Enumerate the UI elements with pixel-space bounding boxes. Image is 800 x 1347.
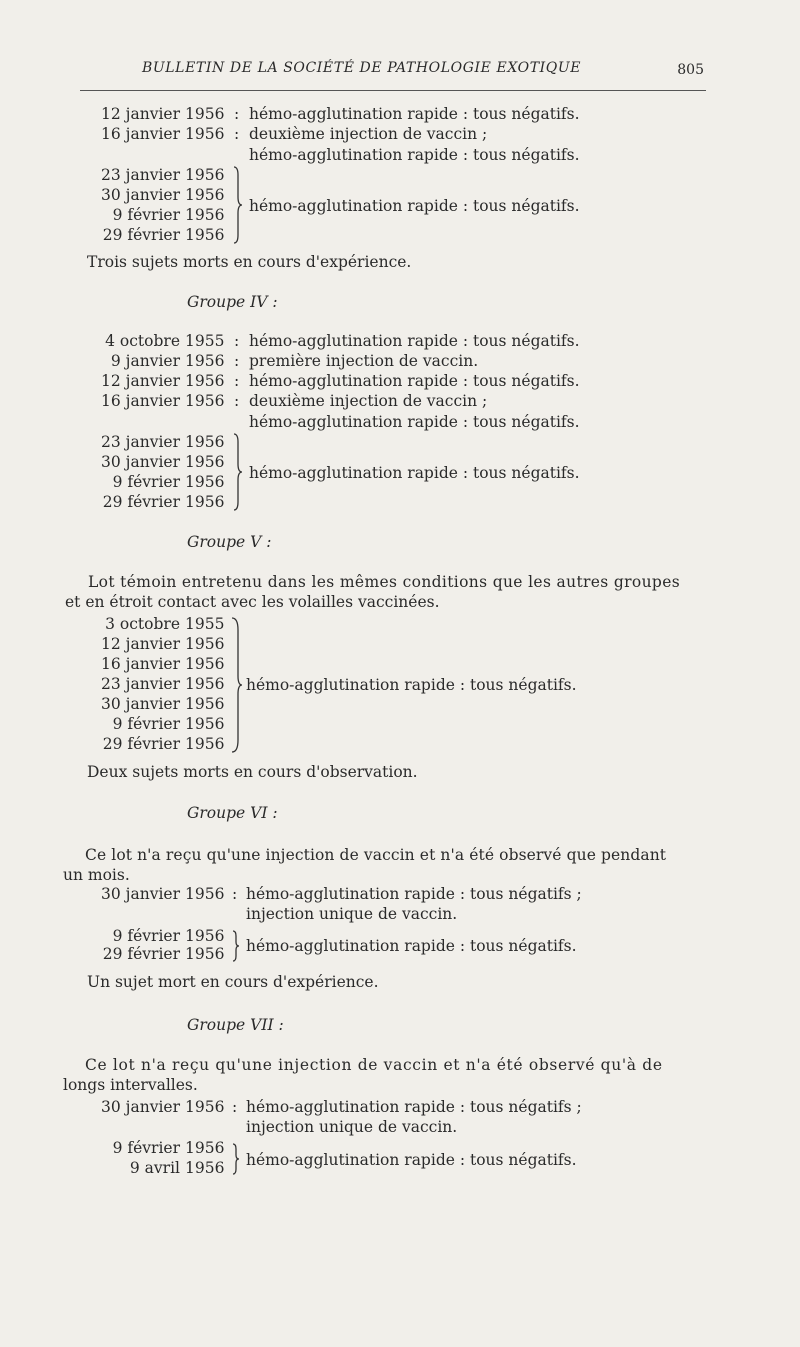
- journal-title: BULLETIN DE LA SOCIÉTÉ DE PATHOLOGIE EXOTIQUE: [142, 60, 582, 76]
- page: BULLETIN DE LA SOCIÉTÉ DE PATHOLOGIE EXOTIQUE 805 12 janvier 1956 : hémo-agglutination rapide : tous négatifs. 16 janvier 1956 : deuxième injection de vaccin ; hémo-agglutination rapide : tous négatifs. 23 janvier 1956 30 janvier 1956 9 février 1956 29 février 1956 hémo-agglutination rapide : tous négatifs. Trois sujets morts en cours d'expérience. Groupe IV : 4 octobre 1955 : hémo-agglutination rapide : tous négatifs. 9 janvier 1956 : première injection de vaccin. 12 janvier 1956 : hémo-agglutination rapide : tous négatifs. 16 janvier 1956 : deuxième injection de vaccin ; hémo-agglutination rapide : tous négatifs. 23 janvier 1956 30 janvier 1956 9 février 1956 29 février 1956 hémo-agglutination rapide : tous négatifs. Groupe V : Lot témoin entretenu dans les mêmes conditions que les autres groupes et en étroit contact avec les volailles vaccinées. 3 octobre 1955 12 janvier 1956 16 janvier 1956 23 janvier 1956 30 janvier 1956 9 février 1956 29 février 1956 hémo-agglutination rapide : tous négatifs. Deux sujets morts en cours d'observation. Groupe VI : Ce lot n'a reçu qu'une injection de vaccin et n'a été observé que pendant un mois. 30 janvier 1956 : hémo-agglutination rapide : tous négatifs ; injection unique de vaccin. 9 février 1956 29 février 1956 hémo-agglutination rapide : tous négatifs. Un sujet mort en cours d'expérience. Groupe VII : Ce lot n'a reçu qu'une injection de vaccin et n'a été observé qu'à de longs intervalles. 30 janvier 1956 : hémo-agglutination rapide : tous négatifs ; injection unique de vaccin. 9 février 1956 9 avril 1956 hémo-agglutination rapide : tous négatifs.: [63, 60, 704, 1177]
- injection-text: première injection de vaccin.: [249, 352, 479, 370]
- colon: :: [232, 885, 238, 903]
- date-year: 1956: [185, 1098, 225, 1116]
- date-year: 1956: [185, 372, 225, 390]
- result-text: hémo-agglutination rapide : tous négatifs.: [249, 105, 580, 123]
- date-year: 1956: [185, 453, 225, 471]
- date-year: 1956: [185, 1139, 225, 1157]
- colon: :: [234, 332, 240, 350]
- paragraph-line: Ce lot n'a reçu qu'une injection de vaccin et n'a été observé qu'à de: [85, 1056, 663, 1074]
- deaths-note: Un sujet mort en cours d'expérience.: [87, 973, 379, 991]
- date-year: 1956: [185, 493, 225, 511]
- date-year: 1956: [185, 885, 225, 903]
- result-text: hémo-agglutination rapide : tous négatifs ;: [246, 1098, 582, 1116]
- date-year: 1956: [185, 473, 225, 491]
- injection-text: injection unique de vaccin.: [246, 905, 458, 923]
- colon: :: [234, 352, 240, 370]
- colon: :: [234, 125, 240, 143]
- result-text: hémo-agglutination rapide : tous négatifs.: [249, 197, 580, 215]
- date-year: 1956: [185, 1159, 225, 1177]
- date-year: 1956: [185, 226, 225, 244]
- result-text: hémo-agglutination rapide : tous négatifs.: [249, 146, 580, 164]
- result-text: hémo-agglutination rapide : tous négatifs.: [246, 676, 577, 694]
- result-text: hémo-agglutination rapide : tous négatifs ;: [246, 885, 582, 903]
- date-year: 1956: [185, 352, 225, 370]
- group-heading: Groupe VII :: [187, 1016, 284, 1034]
- curly-brace: [231, 1142, 241, 1176]
- date-year: 1956: [185, 635, 225, 653]
- injection-text: deuxième injection de vaccin ;: [249, 125, 488, 143]
- date-year: 1956: [185, 105, 225, 123]
- paragraph-line: Ce lot n'a reçu qu'une injection de vaccin et n'a été observé que pendant: [85, 846, 667, 864]
- date-year: 1956: [185, 715, 225, 733]
- result-text: hémo-agglutination rapide : tous négatifs.: [246, 937, 577, 955]
- paragraph-line: Lot témoin entretenu dans les mêmes conditions que les autres groupes: [88, 573, 681, 591]
- paragraph-line: et en étroit contact avec les volailles vaccinées.: [65, 593, 440, 611]
- date-year: 1956: [185, 125, 225, 143]
- group-heading: Groupe V :: [187, 533, 272, 551]
- date-year: 1955: [185, 615, 225, 633]
- result-text: hémo-agglutination rapide : tous négatifs.: [249, 332, 580, 350]
- date-year: 1956: [185, 186, 225, 204]
- result-text: hémo-agglutination rapide : tous négatifs.: [249, 372, 580, 390]
- colon: :: [234, 372, 240, 390]
- date-year: 1956: [185, 695, 225, 713]
- date-year: 1956: [185, 675, 225, 693]
- deaths-note: Deux sujets morts en cours d'observation.: [87, 763, 418, 781]
- group-heading: Groupe IV :: [187, 293, 278, 311]
- curly-brace: [232, 432, 244, 512]
- date-year: 1956: [185, 945, 225, 963]
- date-year: 1956: [185, 392, 225, 410]
- result-text: hémo-agglutination rapide : tous négatifs.: [249, 413, 580, 431]
- date-year: 1956: [185, 735, 225, 753]
- paragraph-line: longs intervalles.: [63, 1076, 198, 1094]
- running-header: [80, 58, 706, 91]
- date-year: 1955: [185, 332, 225, 350]
- curly-brace: [230, 616, 244, 754]
- date-year: 1956: [185, 166, 225, 184]
- colon: :: [234, 105, 240, 123]
- date-year: 1956: [185, 927, 225, 945]
- injection-text: injection unique de vaccin.: [246, 1118, 458, 1136]
- result-text: hémo-agglutination rapide : tous négatifs.: [246, 1151, 577, 1169]
- deaths-note: Trois sujets morts en cours d'expérience.: [87, 253, 412, 271]
- colon: :: [232, 1098, 238, 1116]
- date-year: 1956: [185, 206, 225, 224]
- curly-brace: [231, 929, 241, 963]
- paragraph-line: un mois.: [63, 866, 130, 884]
- page-number: 805: [677, 62, 704, 78]
- curly-brace: [232, 165, 244, 245]
- date-year: 1956: [185, 655, 225, 673]
- date-year: 1956: [185, 433, 225, 451]
- colon: :: [234, 392, 240, 410]
- injection-text: deuxième injection de vaccin ;: [249, 392, 488, 410]
- result-text: hémo-agglutination rapide : tous négatifs.: [249, 464, 580, 482]
- group-heading: Groupe VI :: [187, 804, 278, 822]
